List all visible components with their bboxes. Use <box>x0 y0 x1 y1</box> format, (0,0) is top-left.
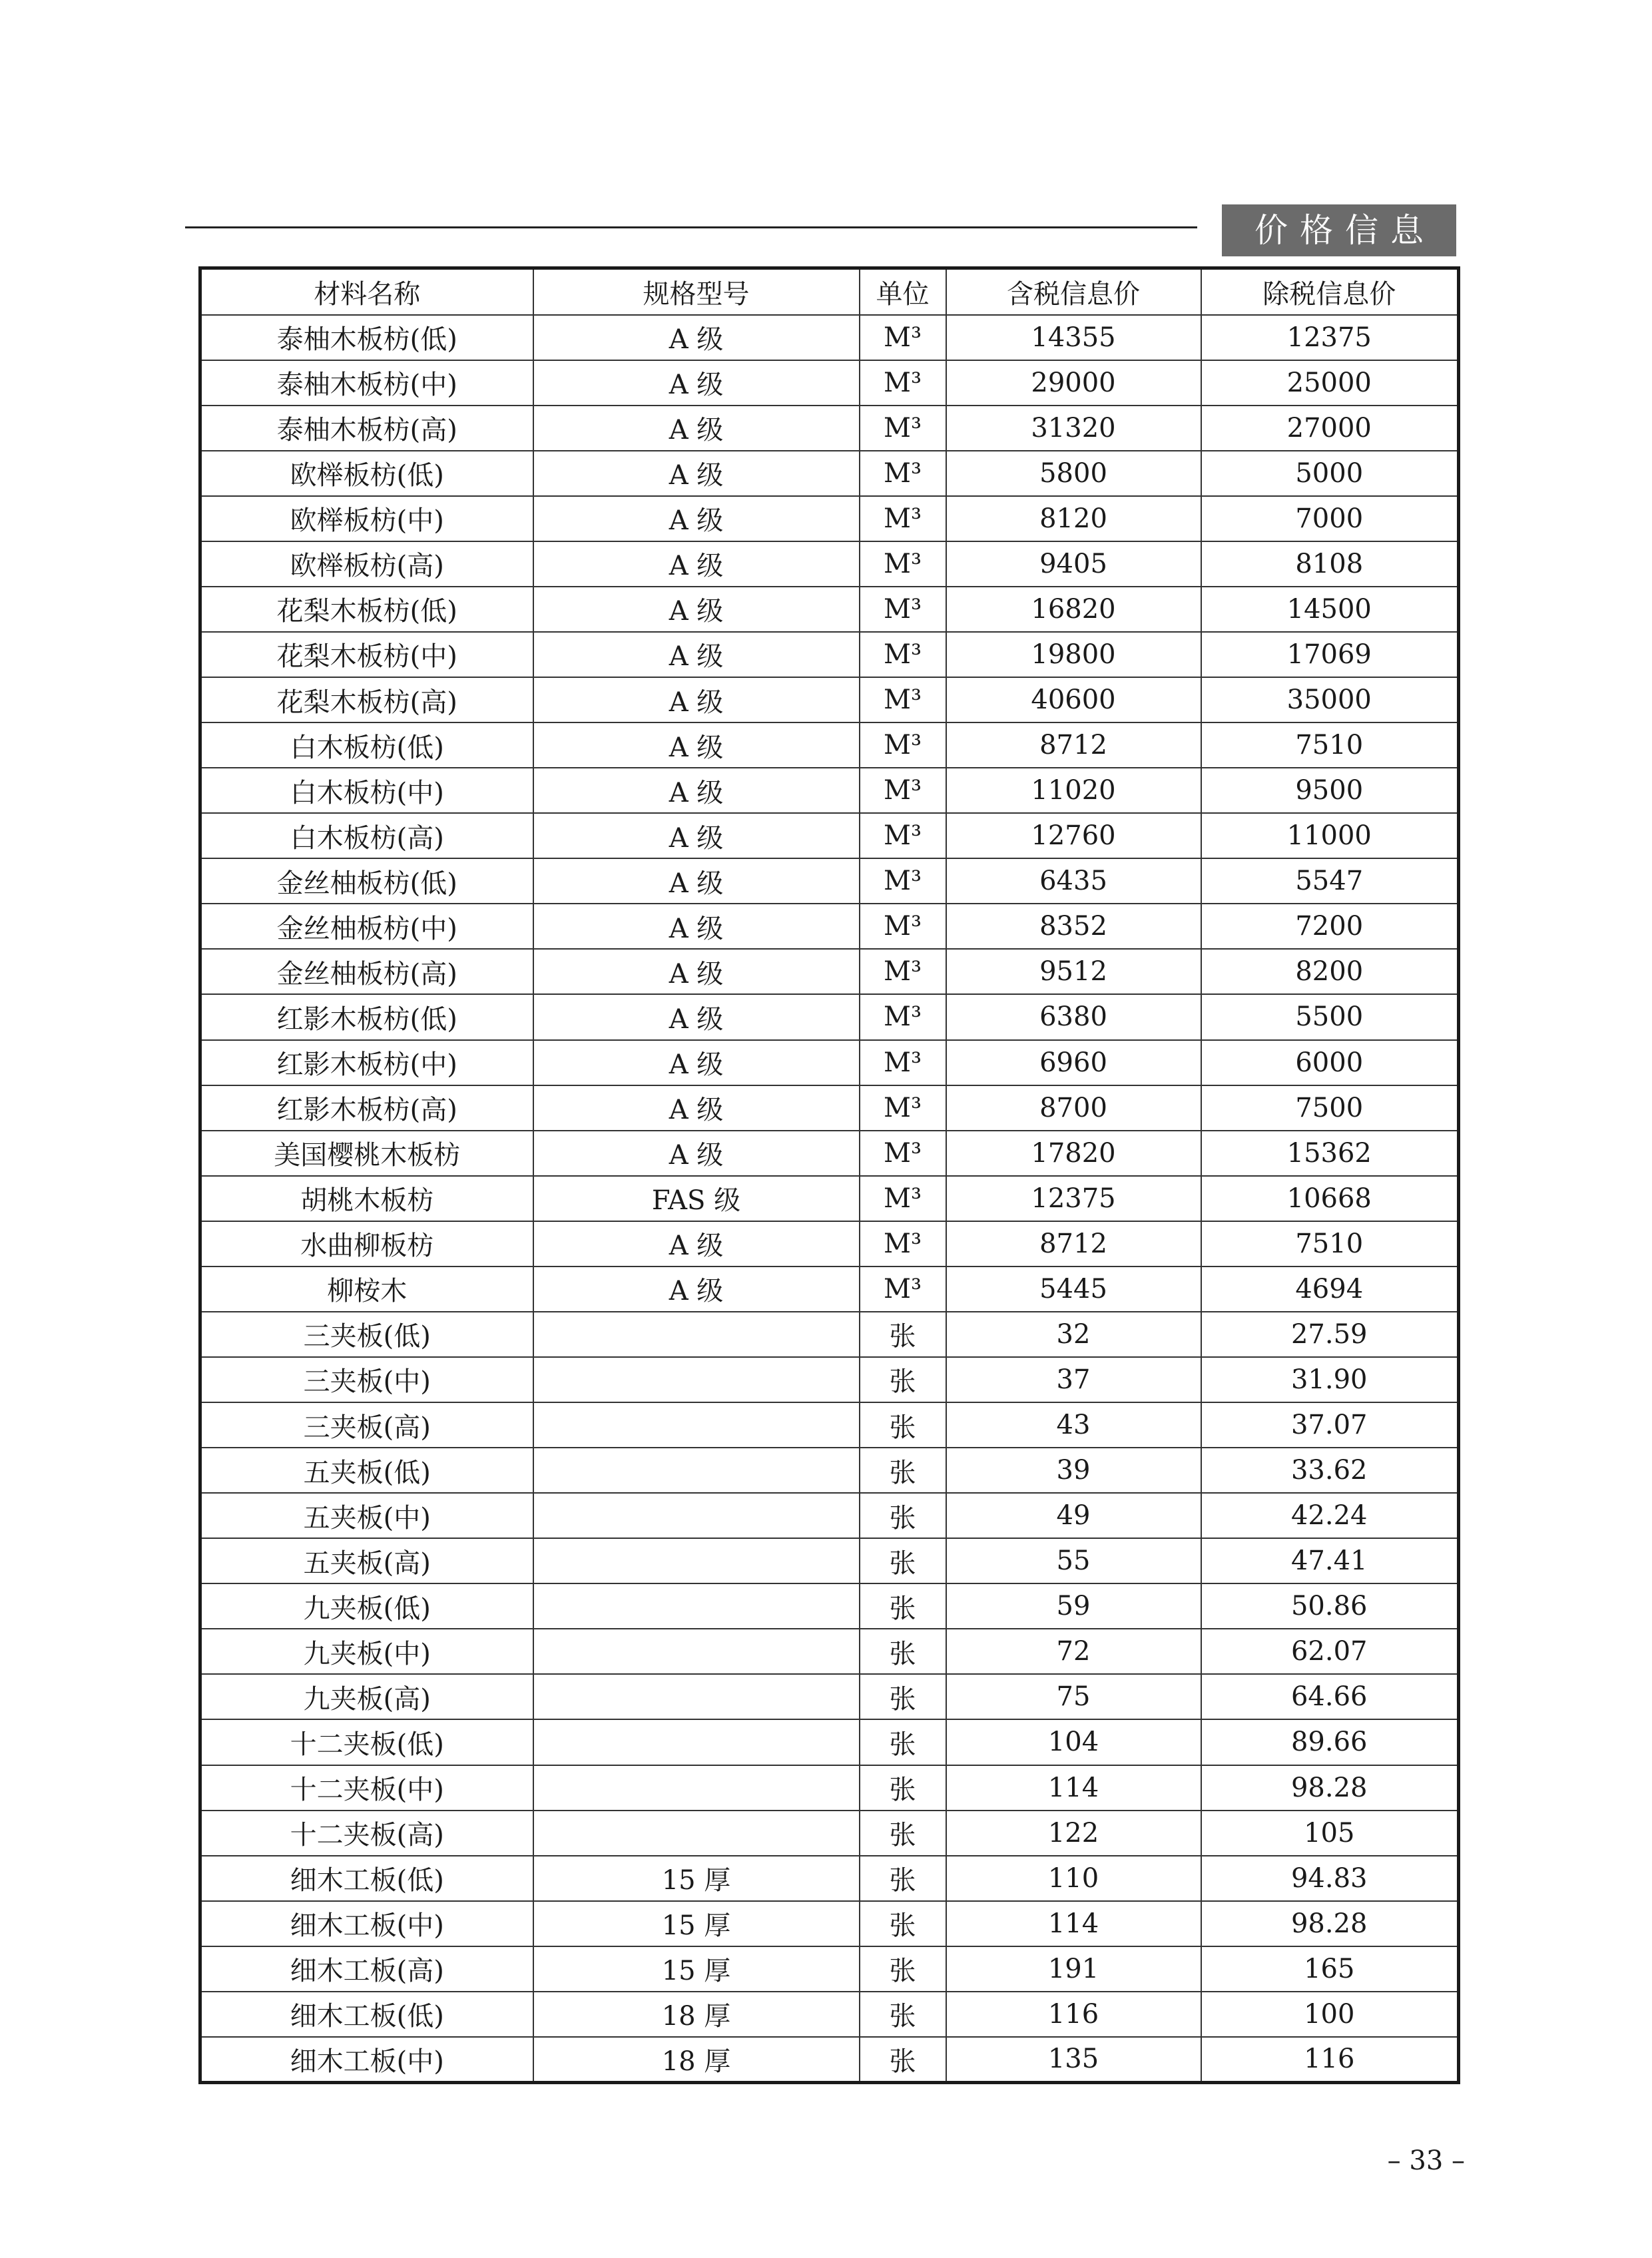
cell-unit: 张 <box>860 1493 946 1538</box>
cell-tax-price: 5445 <box>946 1267 1201 1312</box>
table-row <box>200 813 1459 858</box>
table-row <box>200 1856 1459 1901</box>
table-row <box>200 1583 1459 1629</box>
cell-net-price: 94.83 <box>1201 1856 1459 1901</box>
cell-unit: 张 <box>860 1765 946 1811</box>
cell-unit: 张 <box>860 2037 946 2083</box>
table-row <box>200 677 1459 722</box>
cell-material-name: 泰柚木板枋(低) <box>200 315 533 360</box>
cell-tax-price: 114 <box>946 1901 1201 1946</box>
cell-spec: A 级 <box>533 587 860 632</box>
cell-tax-price: 12760 <box>946 813 1201 858</box>
cell-net-price: 165 <box>1201 1946 1459 1992</box>
cell-tax-price: 16820 <box>946 587 1201 632</box>
table-row <box>200 1402 1459 1448</box>
cell-material-name: 白木板枋(中) <box>200 768 533 813</box>
column-header-spec: 规格型号 <box>533 268 860 315</box>
table-row <box>200 1176 1459 1221</box>
table-row <box>200 406 1459 451</box>
table-row <box>200 1221 1459 1267</box>
cell-net-price: 33.62 <box>1201 1448 1459 1493</box>
table-row <box>200 587 1459 632</box>
cell-material-name: 欧榉板枋(高) <box>200 541 533 587</box>
cell-unit: 张 <box>860 1448 946 1493</box>
table-row <box>200 496 1459 541</box>
cell-net-price: 105 <box>1201 1811 1459 1856</box>
cell-net-price: 7500 <box>1201 1085 1459 1131</box>
cell-material-name: 五夹板(中) <box>200 1493 533 1538</box>
cell-net-price: 7200 <box>1201 904 1459 949</box>
cell-unit: M³ <box>860 1267 946 1312</box>
cell-net-price: 27000 <box>1201 406 1459 451</box>
cell-spec <box>533 1312 860 1357</box>
cell-tax-price: 135 <box>946 2037 1201 2083</box>
cell-unit: M³ <box>860 1131 946 1176</box>
table-row <box>200 1538 1459 1583</box>
cell-material-name: 花梨木板枋(中) <box>200 632 533 677</box>
cell-unit: M³ <box>860 360 946 406</box>
cell-unit: M³ <box>860 541 946 587</box>
cell-spec: A 级 <box>533 541 860 587</box>
cell-spec <box>533 1583 860 1629</box>
column-header-net-price: 除税信息价 <box>1201 268 1459 315</box>
cell-unit: 张 <box>860 1811 946 1856</box>
cell-spec <box>533 1402 860 1448</box>
cell-net-price: 7510 <box>1201 722 1459 768</box>
cell-unit: 张 <box>860 1856 946 1901</box>
table-row <box>200 904 1459 949</box>
cell-spec: A 级 <box>533 315 860 360</box>
cell-tax-price: 59 <box>946 1583 1201 1629</box>
cell-material-name: 三夹板(中) <box>200 1357 533 1402</box>
cell-tax-price: 14355 <box>946 315 1201 360</box>
cell-tax-price: 11020 <box>946 768 1201 813</box>
cell-spec: 18 厚 <box>533 2037 860 2083</box>
cell-tax-price: 104 <box>946 1719 1201 1765</box>
cell-tax-price: 31320 <box>946 406 1201 451</box>
cell-material-name: 金丝柚板枋(低) <box>200 858 533 904</box>
cell-net-price: 64.66 <box>1201 1674 1459 1719</box>
cell-material-name: 白木板枋(低) <box>200 722 533 768</box>
cell-tax-price: 29000 <box>946 360 1201 406</box>
table-row <box>200 1629 1459 1674</box>
cell-material-name: 细木工板(中) <box>200 2037 533 2083</box>
cell-tax-price: 9405 <box>946 541 1201 587</box>
cell-net-price: 37.07 <box>1201 1402 1459 1448</box>
cell-tax-price: 110 <box>946 1856 1201 1901</box>
cell-unit: M³ <box>860 858 946 904</box>
cell-spec <box>533 1448 860 1493</box>
price-table <box>198 266 1460 2084</box>
cell-spec: 18 厚 <box>533 1992 860 2037</box>
cell-unit: M³ <box>860 768 946 813</box>
table-row <box>200 994 1459 1039</box>
cell-tax-price: 116 <box>946 1992 1201 2037</box>
cell-tax-price: 39 <box>946 1448 1201 1493</box>
cell-unit: M³ <box>860 587 946 632</box>
cell-tax-price: 114 <box>946 1765 1201 1811</box>
column-header-unit: 单位 <box>860 268 946 315</box>
cell-unit: 张 <box>860 1357 946 1402</box>
cell-material-name: 红影木板枋(中) <box>200 1040 533 1085</box>
cell-unit: M³ <box>860 632 946 677</box>
cell-spec <box>533 1765 860 1811</box>
cell-net-price: 89.66 <box>1201 1719 1459 1765</box>
cell-net-price: 50.86 <box>1201 1583 1459 1629</box>
cell-tax-price: 8120 <box>946 496 1201 541</box>
column-header-name: 材料名称 <box>200 268 533 315</box>
cell-net-price: 12375 <box>1201 315 1459 360</box>
cell-net-price: 62.07 <box>1201 1629 1459 1674</box>
cell-unit: M³ <box>860 1221 946 1267</box>
cell-spec: A 级 <box>533 904 860 949</box>
cell-tax-price: 40600 <box>946 677 1201 722</box>
table-row <box>200 1765 1459 1811</box>
cell-net-price: 35000 <box>1201 677 1459 722</box>
table-row <box>200 1448 1459 1493</box>
table-row <box>200 1040 1459 1085</box>
cell-material-name: 红影木板枋(低) <box>200 994 533 1039</box>
table-row <box>200 1901 1459 1946</box>
cell-material-name: 白木板枋(高) <box>200 813 533 858</box>
section-title: 价格信息 <box>1222 204 1456 256</box>
cell-tax-price: 49 <box>946 1493 1201 1538</box>
cell-material-name: 胡桃木板枋 <box>200 1176 533 1221</box>
cell-unit: M³ <box>860 315 946 360</box>
table-row <box>200 1674 1459 1719</box>
cell-net-price: 14500 <box>1201 587 1459 632</box>
cell-unit: 张 <box>860 1402 946 1448</box>
cell-net-price: 8200 <box>1201 949 1459 994</box>
cell-unit: M³ <box>860 904 946 949</box>
cell-spec: A 级 <box>533 1131 860 1176</box>
cell-unit: M³ <box>860 1085 946 1131</box>
column-header-tax-price: 含税信息价 <box>946 268 1201 315</box>
cell-net-price: 11000 <box>1201 813 1459 858</box>
cell-net-price: 47.41 <box>1201 1538 1459 1583</box>
table-row <box>200 1992 1459 2037</box>
table-row <box>200 451 1459 496</box>
cell-net-price: 6000 <box>1201 1040 1459 1085</box>
cell-material-name: 十二夹板(中) <box>200 1765 533 1811</box>
cell-material-name: 九夹板(高) <box>200 1674 533 1719</box>
table-body <box>200 315 1459 2083</box>
cell-material-name: 欧榉板枋(低) <box>200 451 533 496</box>
cell-tax-price: 9512 <box>946 949 1201 994</box>
table-row <box>200 1312 1459 1357</box>
cell-material-name: 水曲柳板枋 <box>200 1221 533 1267</box>
cell-unit: 张 <box>860 1538 946 1583</box>
cell-unit: 张 <box>860 1946 946 1992</box>
cell-tax-price: 6380 <box>946 994 1201 1039</box>
cell-spec: A 级 <box>533 949 860 994</box>
cell-tax-price: 122 <box>946 1811 1201 1856</box>
cell-net-price: 100 <box>1201 1992 1459 2037</box>
cell-spec: 15 厚 <box>533 1946 860 1992</box>
cell-unit: 张 <box>860 1719 946 1765</box>
table-row <box>200 1267 1459 1312</box>
table-row <box>200 1357 1459 1402</box>
cell-spec: A 级 <box>533 858 860 904</box>
cell-tax-price: 5800 <box>946 451 1201 496</box>
cell-tax-price: 8712 <box>946 722 1201 768</box>
cell-unit: M³ <box>860 1040 946 1085</box>
cell-net-price: 5547 <box>1201 858 1459 904</box>
cell-spec: A 级 <box>533 768 860 813</box>
cell-net-price: 116 <box>1201 2037 1459 2083</box>
cell-tax-price: 12375 <box>946 1176 1201 1221</box>
cell-tax-price: 8352 <box>946 904 1201 949</box>
cell-unit: M³ <box>860 994 946 1039</box>
cell-tax-price: 191 <box>946 1946 1201 1992</box>
table-header-row <box>200 268 1459 315</box>
cell-material-name: 九夹板(中) <box>200 1629 533 1674</box>
cell-material-name: 五夹板(高) <box>200 1538 533 1583</box>
table-row <box>200 541 1459 587</box>
cell-spec <box>533 1357 860 1402</box>
cell-material-name: 细木工板(高) <box>200 1946 533 1992</box>
cell-tax-price: 43 <box>946 1402 1201 1448</box>
cell-net-price: 10668 <box>1201 1176 1459 1221</box>
cell-tax-price: 19800 <box>946 632 1201 677</box>
cell-net-price: 98.28 <box>1201 1765 1459 1811</box>
cell-unit: M³ <box>860 406 946 451</box>
cell-net-price: 5000 <box>1201 451 1459 496</box>
cell-tax-price: 17820 <box>946 1131 1201 1176</box>
cell-spec: FAS 级 <box>533 1176 860 1221</box>
cell-unit: M³ <box>860 722 946 768</box>
cell-unit: M³ <box>860 677 946 722</box>
table-row <box>200 360 1459 406</box>
cell-unit: M³ <box>860 496 946 541</box>
cell-spec: 15 厚 <box>533 1901 860 1946</box>
table-row <box>200 1131 1459 1176</box>
table-row <box>200 2037 1459 2083</box>
table-row <box>200 1946 1459 1992</box>
cell-material-name: 细木工板(低) <box>200 1856 533 1901</box>
cell-tax-price: 6435 <box>946 858 1201 904</box>
cell-spec: A 级 <box>533 813 860 858</box>
cell-spec: A 级 <box>533 451 860 496</box>
cell-material-name: 细木工板(中) <box>200 1901 533 1946</box>
cell-material-name: 细木工板(低) <box>200 1992 533 2037</box>
cell-spec: A 级 <box>533 1040 860 1085</box>
cell-unit: 张 <box>860 1674 946 1719</box>
cell-spec <box>533 1629 860 1674</box>
cell-spec: A 级 <box>533 1221 860 1267</box>
cell-net-price: 25000 <box>1201 360 1459 406</box>
cell-material-name: 十二夹板(高) <box>200 1811 533 1856</box>
cell-net-price: 15362 <box>1201 1131 1459 1176</box>
cell-net-price: 98.28 <box>1201 1901 1459 1946</box>
cell-tax-price: 8700 <box>946 1085 1201 1131</box>
table-row <box>200 1085 1459 1131</box>
cell-unit: M³ <box>860 813 946 858</box>
cell-spec: 15 厚 <box>533 1856 860 1901</box>
cell-net-price: 27.59 <box>1201 1312 1459 1357</box>
table-row <box>200 768 1459 813</box>
cell-tax-price: 72 <box>946 1629 1201 1674</box>
cell-spec <box>533 1493 860 1538</box>
cell-tax-price: 55 <box>946 1538 1201 1583</box>
table-row <box>200 858 1459 904</box>
cell-material-name: 三夹板(高) <box>200 1402 533 1448</box>
table-row <box>200 1811 1459 1856</box>
table-row <box>200 722 1459 768</box>
cell-spec: A 级 <box>533 360 860 406</box>
table-row <box>200 949 1459 994</box>
cell-material-name: 三夹板(低) <box>200 1312 533 1357</box>
cell-tax-price: 37 <box>946 1357 1201 1402</box>
cell-tax-price: 6960 <box>946 1040 1201 1085</box>
cell-spec <box>533 1674 860 1719</box>
cell-spec <box>533 1538 860 1583</box>
cell-tax-price: 8712 <box>946 1221 1201 1267</box>
cell-net-price: 17069 <box>1201 632 1459 677</box>
cell-material-name: 红影木板枋(高) <box>200 1085 533 1131</box>
cell-material-name: 金丝柚板枋(中) <box>200 904 533 949</box>
cell-spec: A 级 <box>533 632 860 677</box>
cell-net-price: 31.90 <box>1201 1357 1459 1402</box>
table-row <box>200 1719 1459 1765</box>
cell-material-name: 花梨木板枋(高) <box>200 677 533 722</box>
cell-spec: A 级 <box>533 1267 860 1312</box>
cell-net-price: 9500 <box>1201 768 1459 813</box>
cell-spec: A 级 <box>533 406 860 451</box>
cell-unit: 张 <box>860 1992 946 2037</box>
cell-spec: A 级 <box>533 496 860 541</box>
cell-material-name: 欧榉板枋(中) <box>200 496 533 541</box>
table-row <box>200 632 1459 677</box>
cell-spec: A 级 <box>533 677 860 722</box>
cell-material-name: 十二夹板(低) <box>200 1719 533 1765</box>
cell-tax-price: 75 <box>946 1674 1201 1719</box>
cell-spec: A 级 <box>533 1085 860 1131</box>
cell-net-price: 7510 <box>1201 1221 1459 1267</box>
cell-net-price: 4694 <box>1201 1267 1459 1312</box>
cell-unit: M³ <box>860 451 946 496</box>
cell-material-name: 五夹板(低) <box>200 1448 533 1493</box>
cell-material-name: 九夹板(低) <box>200 1583 533 1629</box>
cell-material-name: 花梨木板枋(低) <box>200 587 533 632</box>
cell-material-name: 金丝柚板枋(高) <box>200 949 533 994</box>
cell-spec <box>533 1719 860 1765</box>
cell-net-price: 8108 <box>1201 541 1459 587</box>
cell-unit: M³ <box>860 1176 946 1221</box>
cell-net-price: 7000 <box>1201 496 1459 541</box>
cell-spec <box>533 1811 860 1856</box>
cell-spec: A 级 <box>533 722 860 768</box>
cell-tax-price: 32 <box>946 1312 1201 1357</box>
cell-net-price: 42.24 <box>1201 1493 1459 1538</box>
header-rule <box>185 226 1197 228</box>
cell-unit: 张 <box>860 1629 946 1674</box>
cell-material-name: 泰柚木板枋(中) <box>200 360 533 406</box>
cell-unit: M³ <box>860 949 946 994</box>
cell-material-name: 泰柚木板枋(高) <box>200 406 533 451</box>
cell-unit: 张 <box>860 1583 946 1629</box>
page-number: – 33 – <box>1387 2145 1465 2176</box>
cell-spec: A 级 <box>533 994 860 1039</box>
table-row <box>200 315 1459 360</box>
cell-unit: 张 <box>860 1901 946 1946</box>
cell-material-name: 柳桉木 <box>200 1267 533 1312</box>
cell-unit: 张 <box>860 1312 946 1357</box>
table-row <box>200 1493 1459 1538</box>
cell-net-price: 5500 <box>1201 994 1459 1039</box>
cell-material-name: 美国樱桃木板枋 <box>200 1131 533 1176</box>
